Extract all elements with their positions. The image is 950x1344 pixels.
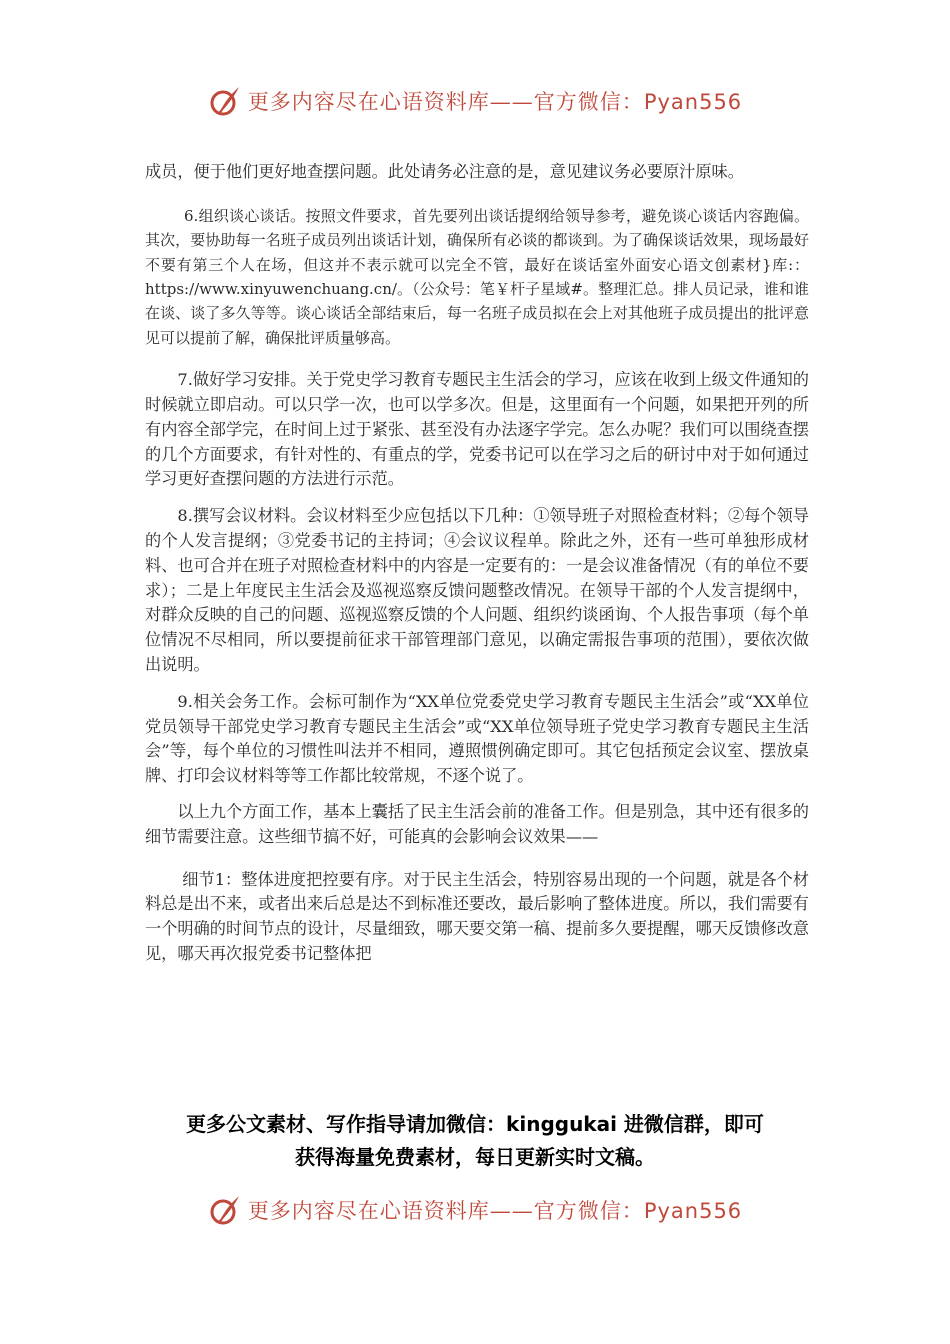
paragraph-continuation: 成员，便于他们更好地查摆问题。此处请务必注意的是，意见建议务必要原汁原味。 xyxy=(145,162,744,181)
promo-notice xyxy=(0,1108,950,1174)
quill-logo-icon xyxy=(208,84,242,118)
promo-line-2: 获得海量免费素材，每日更新实时文稿。 xyxy=(295,1145,655,1169)
footer-banner-text: 更多内容尽在心语资料库——官方微信：Pyan556 xyxy=(247,1199,743,1223)
header-banner xyxy=(0,84,950,118)
footer-banner xyxy=(0,1193,950,1227)
paragraph-item-7: 7.做好学习安排。关于党史学习教育专题民主生活会的学习，应该在收到上级文件通知的时候就立即启动。可以只学一次，也可以学多次。但是，这里面有一个问题，如果把开列的所有内容全部学完，在时间上过于紧张、甚至没有办法逐字学完。怎么办呢？我们可以围绕查摆的几个方面要求，有针对性的、有重点的学，党委书记可以在学习之后的研讨中对于如何通过学习更好查摆问题的方法进行示范。 xyxy=(145,370,809,489)
paragraph-detail-1: 细节1：整体进度把控要有序。对于民主生活会，特别容易出现的一个问题，就是各个材料总是出不来，或者出来后总是达不到标准还要改，最后影响了整体进度。所以，我们需要有一个明确的时间节点的设计，尽量细致，哪天要交第一稿、提前多久要提醒，哪天反馈修改意见，哪天再次报党委书记整体把 xyxy=(145,869,809,963)
quill-logo-icon xyxy=(208,1193,242,1227)
paragraph-item-8: 8.撰写会议材料。会议材料至少应包括以下几种：①领导班子对照检查材料；②每个领导的个人发言提纲；③党委书记的主持词；④会议议程单。除此之外，还有一些可单独形成材料、也可合并在班子对照检查材料中的内容是一定要有的：一是会议准备情况（有的单位不要求）；二是上年度民主生活会及巡视巡察反馈问题整改情况。在领导干部的个人发言提纲中，对群众反映的自己的问题、巡视巡察反馈的个人问题、组织约谈函询、个人报告事项（每个单位情况不尽相同，所以要提前征求干部管理部门意见，以确定需报告事项的范围），要依次做出说明。 xyxy=(145,506,809,674)
promo-line-1: 更多公文素材、写作指导请加微信：kinggukai 进微信群，即可 xyxy=(186,1112,764,1136)
header-banner-text: 更多内容尽在心语资料库——官方微信：Pyan556 xyxy=(247,90,743,114)
paragraph-item-6: 6.组织谈心谈话。按照文件要求，首先要列出谈话提纲给领导参考，避免谈心谈话内容跑偏。其次，要协助每一名班子成员列出谈话计划，确保所有必谈的都谈到。为了确保谈话效果，现场最好不要有第三个人在场，但这并不表示就可以完全不管，最好在谈话室外面安心语文创素材}库:：https://www.xinyuwenchuang.cn/。（公众号：笔￥杆子星域#。整理汇总。排人员记录，谁和谁在谈、谈了多久等等。谈心谈话全部结束后，每一名班子成员拟在会上对其他班子成员提出的批评意见可以提前了解，确保批评质量够高。 xyxy=(145,206,809,347)
paragraph-item-9: 9.相关会务工作。会标可制作为“XX单位党委党史学习教育专题民主生活会”或“XX单位党员领导干部党史学习教育专题民主生活会”或“XX单位领导班子党史学习教育专题民主生活会”等，每个单位的习惯性叫法并不相同，遵照惯例确定即可。其它包括预定会议室、摆放桌牌、打印会议材料等等工作都比较常规，不逐个说了。 xyxy=(145,691,809,786)
document-body xyxy=(145,160,809,967)
paragraph-summary: 以上九个方面工作，基本上囊括了民主生活会前的准备工作。但是别急，其中还有很多的细节需要注意。这些细节搞不好，可能真的会影响会议效果—— xyxy=(145,801,809,846)
